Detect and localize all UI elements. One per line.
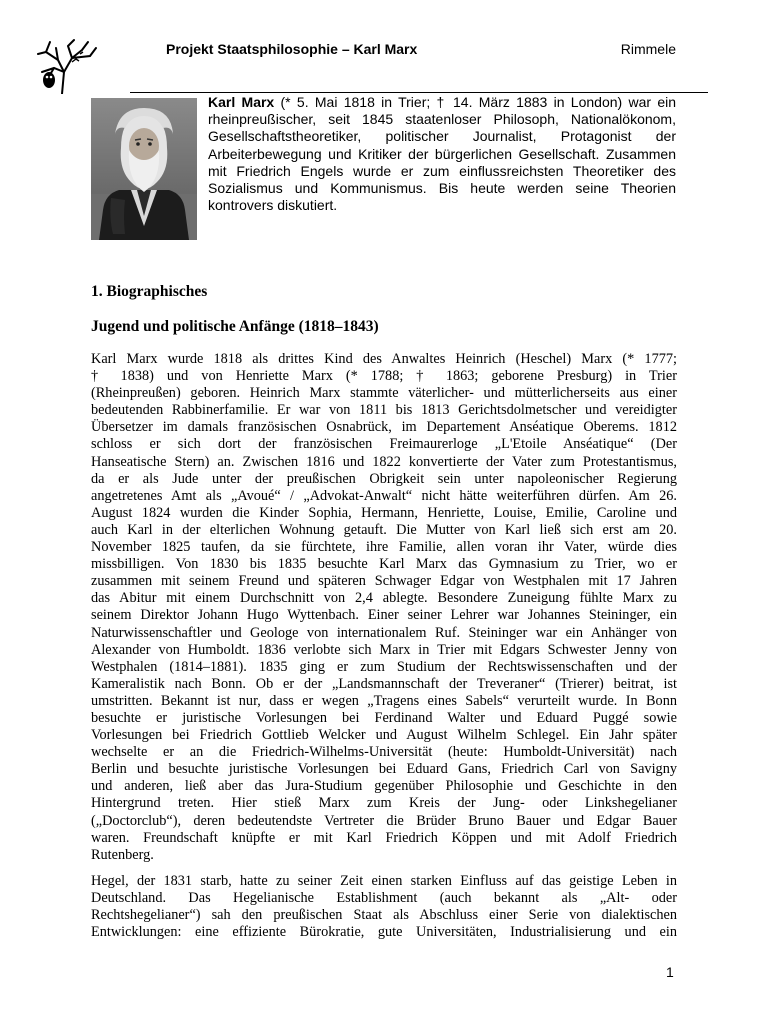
text-line: † 1838) und von Henriette Marx (* 1788; † 1863; geborene Presburg) in Trier <box>91 368 677 385</box>
text-line: Alexander von Humboldt. 1836 verlobte sich Marx in Trier mit Edgars Schwester Jenny von <box>91 641 677 658</box>
text-line: Rechtshegelianer“) sah den preußischen Staat als Abschluss einer Serie von dialektischen <box>91 907 677 924</box>
text-line: Hintergrund treten. Hier stieß Marx zum Kreis der Jung- oder Linkshegelianer <box>91 795 677 812</box>
intro-text: (* 5. Mai 1818 in Trier; † 14. März 1883 in London) war ein rheinpreußischer, seit 1845 staatenloser Philosoph, Nationalökonom, Gesellschaftstheoretiker, politischer Journalist, Protagonist der Arbeiterbewegung und Kritiker der bürgerlichen Gesellschaft. Zusammen mit Friedrich Engels wurde er zum einflussreichsten Theoretiker des Sozialismus und Kommunismus. Bis heute werden seine Theorien kontrovers diskutiert. <box>208 94 677 214</box>
subsection-heading: Jugend und politische Anfänge (1818–1843) <box>91 318 379 335</box>
text-line: (Rheinpreußen) geboren. Heinrich Marx stammte väterlicher- und mütterlicherseits aus einer <box>91 385 677 402</box>
hegel-paragraph <box>91 873 677 941</box>
text-line: seinem Direktor Johann Hugo Wyttenbach. Einer seiner Lehrer war Johannes Steininger, ein <box>91 607 677 624</box>
text-line: August 1824 wurden die Kinder Sophia, Hermann, Henriette, Louise, Emilie, Caroline und <box>91 504 677 521</box>
text-line: Hanseatische Stern) an. Zwischen 1816 und 1822 konvertierte der Vater zum Protestantismus, <box>91 453 677 470</box>
text-line: angetretenes Amt als „Avoué“ / „Advokat-Anwalt“ nicht hätte weiterführen dürfen. Am 26. <box>91 487 677 504</box>
text-line: bedeutenden Rabbinerfamilie. Er war von 1811 bis 1813 Gerichtsdolmetscher und vereidigter <box>91 402 677 419</box>
header-author: Rimmele <box>620 41 676 57</box>
text-line: missbilligen. Von 1830 bis 1835 besuchte Karl Marx das Gymnasium zu Trier, wo er <box>91 556 677 573</box>
text-line: schloss er sich dort der französischen Freimaurerloge „L'Etoile Anséatique“ (Der <box>91 436 677 453</box>
text-line: Deutschland. Das Hegelianische Establishment (auch bekannt als „Alt- oder <box>91 890 677 907</box>
text-line: das Abitur mit einem Durchschnitt von 2,4 ablegte. Besondere Zuneigung fühlte Marx zu <box>91 590 677 607</box>
text-line: zusammen mit seinem Freund und späteren Schwager Edgar von Westphalen mit 17 Jahren <box>91 573 677 590</box>
header-divider <box>130 92 708 93</box>
intro-name: Karl Marx <box>208 94 275 110</box>
text-line: Westphalen (1814–1881). 1835 ging er zum Studium der Rechtswissenschaften und der <box>91 658 677 675</box>
text-line: Hegel, der 1831 starb, hatte zu seiner Zeit einen starken Einfluss auf das geistige Leben in <box>91 873 677 889</box>
page-number: 1 <box>666 964 674 980</box>
text-line: auch Karl in der elterlichen Wohnung getauft. Die Mutter von Karl ließ sich erst am 20. <box>91 521 677 538</box>
text-line: („Doctorclub“), deren bedeutendste Vertreter die Brüder Bruno Bauer und Edgar Bauer <box>91 812 677 829</box>
text-line: da er als Jude unter der preußischen Obrigkeit sein unter napoleonischer Regierung <box>91 470 677 487</box>
text-line: umstritten. Bekannt ist nur, dass er wegen „Tragens eines Sabels“ verurteilt wurde. In Bonn <box>91 692 677 709</box>
tree-owl-logo-icon <box>32 38 100 94</box>
text-line: Vorlesungen bei Friedrich Gottlieb Welcker und August Wilhelm Schlegel. Ein Jahr später <box>91 727 677 744</box>
text-line: wechselte er an die Friedrich-Wilhelms-Universität (heute: Humboldt-Universität) nach <box>91 744 677 761</box>
text-line: Karl Marx wurde 1818 als drittes Kind des Anwaltes Heinrich (Heschel) Marx (* 1777; <box>91 351 677 367</box>
section-heading: 1. Biographisches <box>91 283 208 300</box>
text-line: Berlin und besuchte juristische Vorlesungen bei Eduard Gans, Friedrich Carl von Savigny <box>91 761 677 778</box>
header-title: Projekt Staatsphilosophie – Karl Marx <box>166 41 418 57</box>
text-line: und anderen, ließ aber das Jura-Studium gegenüber Philosophie und Geschichte in den <box>91 778 677 795</box>
text-line: Kameralistik nach Bonn. Ob er der „Landsmannschaft der Treveraner“ (Trierer) beitrat, ist <box>91 675 677 692</box>
text-line: Naturwissenschaftler und Geologe von internationalem Ruf. Steininger war ein Anhänger von <box>91 624 677 641</box>
biography-paragraph <box>91 351 677 864</box>
text-line: waren. Freundschaft knüpfte er mit Karl Friedrich Köppen und mit Adolf Friedrich <box>91 829 677 846</box>
intro-paragraph <box>208 94 676 214</box>
text-line: Übersetzer im damals französischen Osnabrück, im Departement Anséatique Oberems. 1812 <box>91 419 677 436</box>
text-line: Entwicklungen: eine effiziente Bürokratie, gute Universitäten, Industrialisierung und ein <box>91 924 677 941</box>
text-line: November 1825 taufen, da sie fürchtete, ihre Familie, allen voran ihr Vater, würde dies <box>91 539 677 556</box>
karl-marx-portrait <box>91 98 197 240</box>
text-line: Rutenberg. <box>91 846 154 863</box>
text-line: besuchte er juristische Vorlesungen bei Ferdinand Walter und Eduard Puggé sowie <box>91 709 677 726</box>
page-header <box>30 34 678 74</box>
